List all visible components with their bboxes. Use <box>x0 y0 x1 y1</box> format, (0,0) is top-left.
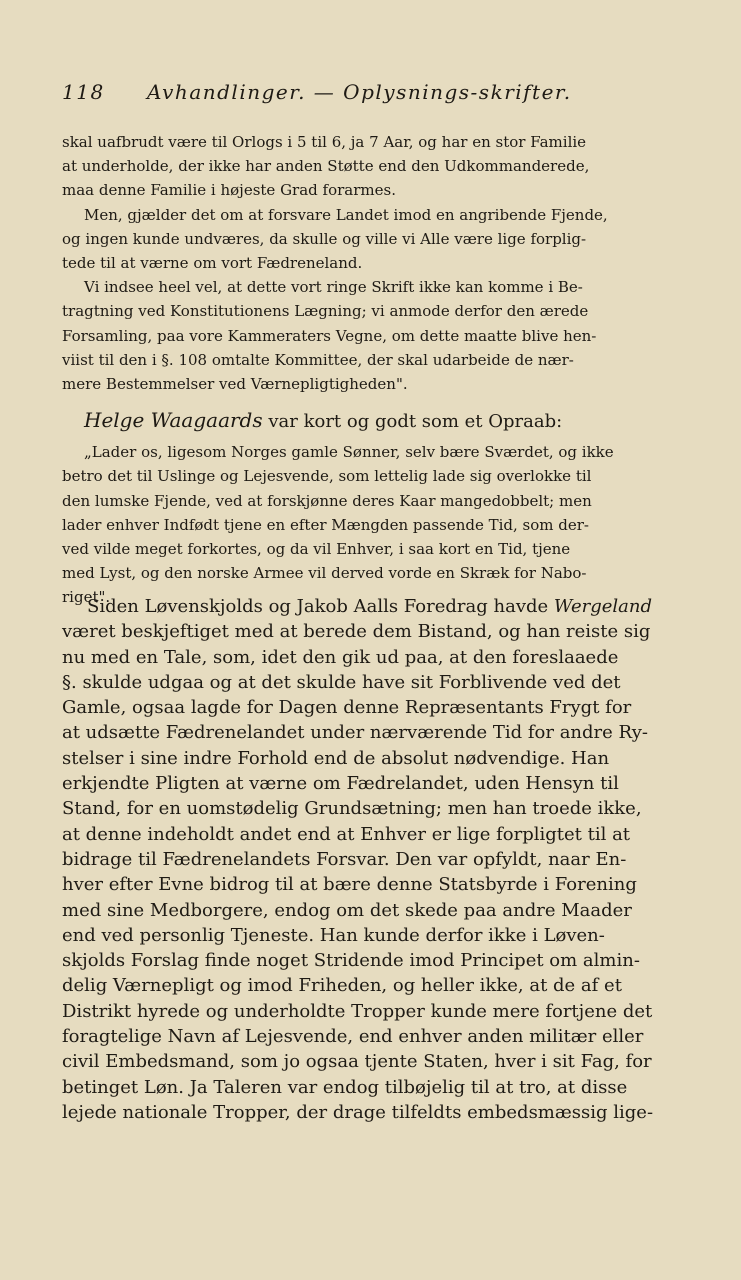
main-body-text <box>62 594 710 1125</box>
quote-intro <box>62 406 710 436</box>
text-line: Vi indsee heel vel, at dette vort ringe Skrift ikke kan komme i Be- <box>84 278 583 297</box>
text-line: tragtning ved Konstitutionens Lægning; vi anmode derfor den ærede <box>62 302 589 321</box>
text-line: viist til den i §. 108 omtalte Kommittee, der skal udarbeide de nær- <box>62 350 574 369</box>
text-line: at udsætte Fædrenelandet under nærværende Tid for andre Ry- <box>62 722 649 744</box>
text-line: med Lyst, og den norske Armee vil derved vorde en Skræk for Nabo- <box>62 564 587 583</box>
text-line: betro det til Uslinge og Lejesvende, som lettelig lade sig overlokke til <box>62 467 592 486</box>
text-line: mere Bestemmelser ved Værnepligtigheden". <box>62 375 408 394</box>
paragraph-2 <box>62 203 710 276</box>
text-line: nu med en Tale, som, idet den gik ud paa, at den foreslaaede <box>62 646 619 668</box>
text-line: end ved personlig Tjeneste. Han kunde derfor ikke i Løven- <box>62 924 605 946</box>
text-line: med sine Medborgere, endog om det skede paa andre Maader <box>62 899 632 921</box>
text-line: riget". <box>62 588 111 607</box>
text-line: lader enhver Indfødt tjene en efter Mængden passende Tid, som der- <box>62 515 589 534</box>
text-line: og ingen kunde undværes, da skulle og ville vi Alle være lige forplig- <box>62 229 587 248</box>
text-line: lejede nationale Tropper, der drage tilfeldts embedsmæssig lige- <box>62 1101 654 1123</box>
text-line: skal uafbrudt være til Orlogs i 5 til 6, ja 7 Aar, og har en stor Familie <box>62 133 587 151</box>
text-line: §. skulde udgaa og at det skulde have sit Forblivende ved det <box>62 671 621 693</box>
text-line: skjolds Forslag finde noget Stridende imod Principet om almin- <box>62 950 640 972</box>
text-line: Gamle, ogsaa lagde for Dagen denne Repræsentants Frygt for <box>62 697 632 719</box>
text-line: betinget Løn. Ja Taleren var endog tilbøjelig til at tro, at disse <box>62 1076 628 1098</box>
text-line: hver efter Evne bidrog til at bære denne Statsbyrde i Forening <box>62 874 637 896</box>
text-line: Men, gjælder det om at forsvare Landet imod en angribende Fjende, <box>84 205 608 224</box>
text-line: at underholde, der ikke har anden Støtte end den Udkommanderede, <box>62 157 590 176</box>
paragraph-1 <box>62 130 710 203</box>
line-prefix: Siden Løvenskjolds og Jakob Aalls Foredrag havde <box>87 596 554 617</box>
italic-name: Wergeland <box>553 596 652 617</box>
running-header <box>62 80 682 104</box>
text-line <box>62 594 710 619</box>
text-line: ved vilde meget forkortes, og da vil Enhver, i saa kort en Tid, tjene <box>62 540 571 559</box>
text-line: været beskjeftiget med at berede dem Bistand, og han reiste sig <box>62 621 651 643</box>
paragraph-3 <box>62 275 710 396</box>
page-number: 118 <box>62 80 105 104</box>
text-line: Distrikt hyrede og underholdte Tropper kunde mere fortjene det <box>62 1000 653 1022</box>
text-line: civil Embedsmand, som jo ogsaa tjente Staten, hver i sit Fag, for <box>62 1051 652 1073</box>
running-title: Avhandlinger. — Oplysnings-skrifter. <box>147 80 572 104</box>
text-line: erkjendte Pligten at værne om Fædrelandet, uden Hensyn til <box>62 773 619 795</box>
small-print-section <box>62 130 710 610</box>
text-line: „Lader os, ligesom Norges gamle Sønner, selv bære Sværdet, og ikke <box>84 443 614 462</box>
text-line: foragtelige Navn af Lejesvende, end enhver anden militær eller <box>62 1026 644 1048</box>
intro-text: var kort og godt som et Opraab: <box>262 411 563 433</box>
text-line: Forsamling, paa vore Kammeraters Vegne, om dette maatte blive hen- <box>62 326 597 345</box>
text-line: at denne indeholdt andet end at Enhver er lige forpligtet til at <box>62 823 631 845</box>
text-line: stelser i sine indre Forhold end de absolut nødvendige. Han <box>62 747 610 769</box>
text-line: den lumske Fjende, ved at forskjønne deres Kaar mangedobbelt; men <box>62 491 592 510</box>
text-line: bidrage til Fædrenelandets Forsvar. Den var opfyldt, naar En- <box>62 848 627 870</box>
speaker-name: Helge Waagaards <box>84 408 263 433</box>
text-line: delig Værnepligt og imod Friheden, og heller ikke, at de af et <box>62 975 622 997</box>
quote-block <box>62 440 710 609</box>
text-line: Stand, for en uomstødelig Grundsætning; men han troede ikke, <box>62 798 642 820</box>
text-line: maa denne Familie i højeste Grad forarmes. <box>62 181 396 200</box>
text-line: tede til at værne om vort Fædreneland. <box>62 254 363 273</box>
